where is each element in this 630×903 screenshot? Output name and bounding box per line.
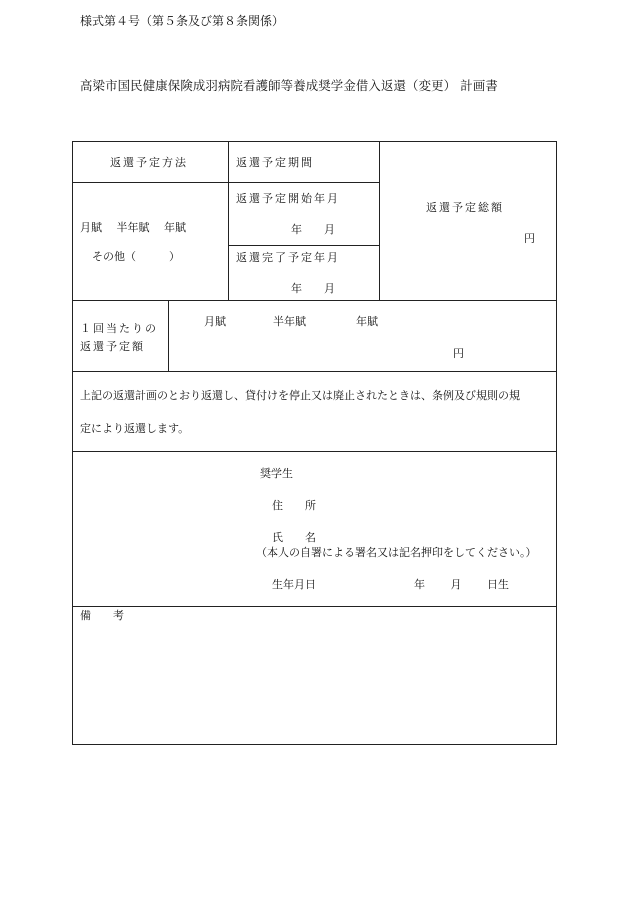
method-header: 返還予定方法 xyxy=(110,156,188,169)
form-number: 様式第４号（第５条及び第８条関係） xyxy=(80,14,285,28)
start-label: 返還予定開始年月 xyxy=(236,192,340,205)
per-payment-unit: 円 xyxy=(453,347,464,360)
method-other: その他（ ） xyxy=(92,250,180,263)
option-monthly: 月賦 xyxy=(204,315,226,328)
declaration-line2: 定により返還します。 xyxy=(80,422,190,435)
signature-note: （本人の自署による署名又は記名押印をしてください。） xyxy=(256,546,537,559)
scholar-label: 奨学生 xyxy=(260,467,293,480)
address-label: 住 所 xyxy=(272,499,316,512)
period-header: 返還予定期間 xyxy=(236,156,314,169)
end-value: 年 月 xyxy=(291,282,335,295)
document-title: 高梁市国民健康保険成羽病院看護師等養成奨学金借入返還（変更） 計画書 xyxy=(80,78,498,93)
option-annual: 年賦 xyxy=(356,315,378,328)
per-payment-label-line2: 返還予定額 xyxy=(80,340,145,353)
remarks-label: 備 考 xyxy=(80,609,124,622)
dob-value: 年 月 日生 xyxy=(414,578,509,591)
total-unit: 円 xyxy=(524,232,535,245)
name-label: 氏 名 xyxy=(272,531,316,544)
option-semiannual: 半年賦 xyxy=(273,315,306,328)
per-payment-label-line1: １回当たりの xyxy=(80,322,158,335)
total-label: 返還予定総額 xyxy=(426,201,504,214)
dob-label: 生年月日 xyxy=(272,578,316,591)
end-label: 返還完了予定年月 xyxy=(236,251,340,264)
method-options: 月賦 半年賦 年賦 xyxy=(80,221,186,234)
declaration-line1: 上記の返還計画のとおり返還し、貸付けを停止又は廃止されたときは、条例及び規則の規 xyxy=(80,389,520,402)
start-value: 年 月 xyxy=(291,223,335,236)
